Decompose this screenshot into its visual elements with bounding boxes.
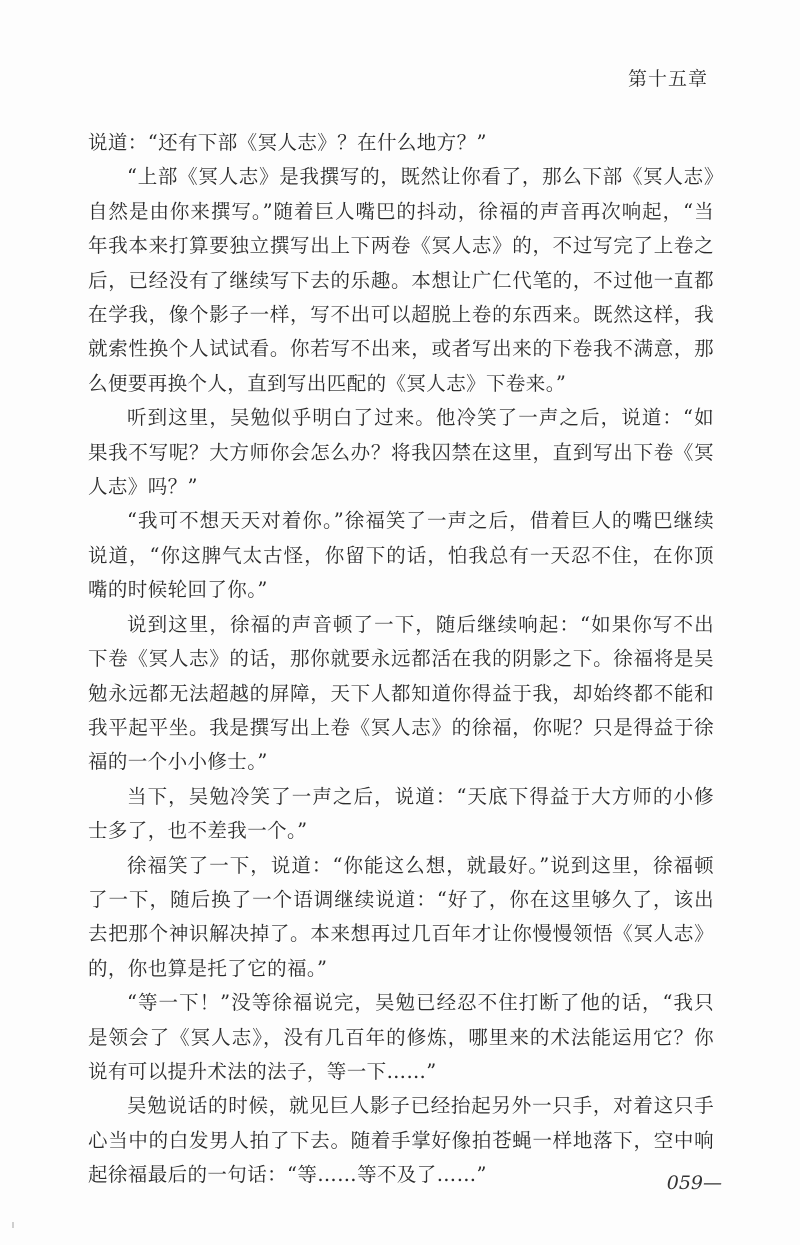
paragraph-1: 说道：“还有下部《冥人志》？在什么地方？” [88,131,487,154]
chapter-title: 第十五章 [627,68,708,90]
paragraph-4: “我可不想天天对着你。”徐福笑了一声之后，借着巨人的嘴巴继续说道，“你这脾气太古怪，你留下的话，怕我总有一天忍不住，在你顶嘴的时候轮回了你。” [88,509,714,602]
page-number: 059— [666,1172,722,1194]
paragraph-3: 听到这里，吴勉似乎明白了过来。他冷笑了一声之后，说道：“如果我不写呢？大方师你会怎么办？将我囚禁在这里，直到写出下卷《冥人志》吗？” [88,406,714,499]
paragraph-6: 当下，吴勉冷笑了一声之后，说道：“天底下得益于大方师的小修士多了，也不差我一个。” [88,784,714,843]
paragraph-8: “等一下！”没等徐福说完，吴勉已经忍不住打断了他的话，“我只是领会了《冥人志》，没有几百年的修炼，哪里来的术法能运用它？你说有可以提升术法的法子，等一下……” [88,991,714,1083]
paragraph-2: “上部《冥人志》是我撰写的，既然让你看了，那么下部《冥人志》自然是由你来撰写。”随着巨人嘴巴的抖动，徐福的声音再次响起，“当年我本来打算要独立撰写出上下两卷《冥人志》的，不过写完了上卷之后，已经没有了继续写下去的乐趣。本想让广仁代笔的，不过他一直都在学我，像个影子一样，写不出可以超脱上卷的东西来。既然这样，我就索性换个人试试看。你若写不出来，或者写出来的下卷我不满意，那么便要再换个人，直到写出匹配的《冥人志》下卷来。” [88,165,714,395]
paragraph-7: 徐福笑了一下，说道：“你能这么想，就最好。”说到这里，徐福顿了一下，随后换了一个语调继续说道：“好了，你在这里够久了，该出去把那个神识解决掉了。本来想再过几百年才让你慢慢领悟《冥人志》的，你也算是托了它的福。” [88,853,714,980]
paragraph-5: 说到这里，徐福的声音顿了一下，随后继续响起：“如果你写不出下卷《冥人志》的话，那你就要永远都活在我的阴影之下。徐福将是吴勉永远都无法超越的屏障，天下人都知道你得益于我，却始终都不能和我平起平坐。我是撰写出上卷《冥人志》的徐福，你呢？只是得益于徐福的一个小小修士。” [88,612,714,774]
body-text [88,126,714,1193]
paragraph-9: 吴勉说话的时候，就见巨人影子已经抬起另外一只手，对着这只手心当中的白发男人拍了下去。随着手掌好像拍苍蝇一样地落下，空中响起徐福最后的一句话：“等……等不及了……” [88,1094,714,1187]
scan-edge-mark [12,1222,14,1228]
